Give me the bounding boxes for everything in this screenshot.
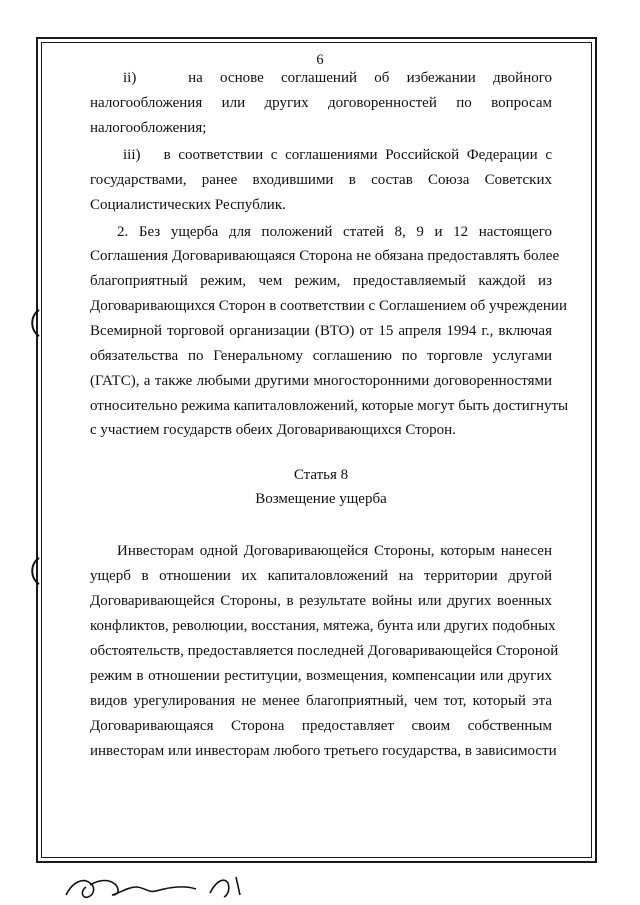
list-item-iii-line-3: Социалистических Республик. (90, 197, 286, 213)
article-8-line-1: Инвесторам одной Договаривающейся Стороны, которым нанесен (117, 543, 552, 559)
binding-hole-mark (27, 308, 41, 338)
article-number: Статья 8 (293, 467, 349, 483)
paragraph-2-line-4: Договаривающихся Сторон в соответствии с Соглашением об учреждении (90, 298, 567, 314)
article-8-line-8: Договаривающаяся Сторона предоставляет своим собственным (90, 718, 552, 734)
article-8-line-4: конфликтов, революции, восстания, мятежа, бунта или других подобных (90, 618, 556, 634)
article-8-line-2: ущерб в отношении их капиталовложений на территории другой (90, 568, 552, 584)
list-item-iii-line-2: государствами, ранее входившими в состав Союза Советских (90, 172, 552, 188)
article-8-line-9: инвесторам или инвесторам любого третьего государства, в зависимости (90, 743, 557, 759)
paragraph-2-line-8: относительно режима капиталовложений, которые могут быть достигнуты (90, 398, 569, 414)
paragraph-2-line-5: Всемирной торговой организации (ВТО) от 15 апреля 1994 г., включая (90, 323, 552, 339)
paragraph-2-line-9: с участием государств обеих Договаривающихся Сторон. (90, 422, 456, 438)
binding-hole-mark (27, 556, 41, 586)
paragraph-2-line-6: обязательства по Генеральному соглашению по торговле услугами (90, 348, 552, 364)
paragraph-2-line-2: Соглашения Договаривающаяся Сторона не обязана предоставлять более (90, 248, 560, 264)
article-8-line-3: Договаривающейся Стороны, в результате войны или других военных (90, 593, 552, 609)
list-item-ii-line-1: ii) на основе соглашений об избежании двойного (123, 70, 552, 86)
list-item-ii-line-3: налогообложения; (90, 120, 207, 136)
article-8-line-7: видов урегулирования не менее благоприятный, чем тот, который эта (90, 693, 552, 709)
handwritten-signature (60, 865, 320, 905)
article-8-line-6: режим в отношении реституции, возмещения, компенсации или других (90, 668, 552, 684)
article-title: Возмещение ущерба (255, 491, 387, 507)
list-item-iii-line-1: iii) в соответствии с соглашениями Российской Федерации с (123, 147, 552, 163)
paragraph-2-line-1: 2. Без ущерба для положений статей 8, 9 и 12 настоящего (117, 224, 552, 240)
article-8-line-5: обстоятельств, предоставляется последней Договаривающейся Стороной (90, 643, 559, 659)
page-number: 6 (316, 52, 324, 68)
list-item-ii-line-2: налогообложения или других договоренностей по вопросам (90, 95, 552, 111)
paragraph-2-line-3: благоприятный режим, чем режим, предоставляемый каждой из (90, 273, 552, 289)
paragraph-2-line-7: (ГАТС), а также любыми другими многосторонними договоренностями (90, 373, 552, 389)
